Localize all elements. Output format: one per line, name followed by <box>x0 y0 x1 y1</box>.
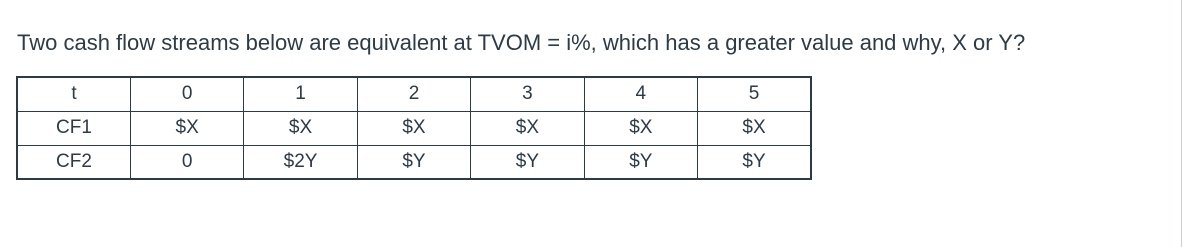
period-cell: 0 <box>130 77 243 111</box>
cf2-cell: $Y <box>471 145 584 179</box>
table-row-cf2 <box>17 145 811 179</box>
row-header-cf2: CF2 <box>17 145 130 179</box>
table-row-cf1 <box>17 111 811 145</box>
cf2-cell: 0 <box>130 145 243 179</box>
cf2-cell: $Y <box>584 145 697 179</box>
period-cell: 1 <box>244 77 357 111</box>
cf1-cell: $X <box>471 111 584 145</box>
cf1-cell: $X <box>130 111 243 145</box>
period-cell: 2 <box>357 77 470 111</box>
page-edge-divider <box>1181 0 1182 247</box>
cf1-cell: $X <box>698 111 811 145</box>
cf2-cell: $Y <box>357 145 470 179</box>
cf2-cell: $Y <box>698 145 811 179</box>
question-text: Two cash flow streams below are equivalent at TVOM = i%, which has a greater value and why, X or Y? <box>17 30 1026 55</box>
cash-flow-table <box>16 76 812 180</box>
row-header-cf1: CF1 <box>17 111 130 145</box>
period-cell: 3 <box>471 77 584 111</box>
cf1-cell: $X <box>244 111 357 145</box>
period-cell: 4 <box>584 77 697 111</box>
cf1-cell: $X <box>357 111 470 145</box>
table-row-period <box>17 77 811 111</box>
cf1-cell: $X <box>584 111 697 145</box>
period-cell: 5 <box>698 77 811 111</box>
cf2-cell: $2Y <box>244 145 357 179</box>
row-header-t: t <box>17 77 130 111</box>
